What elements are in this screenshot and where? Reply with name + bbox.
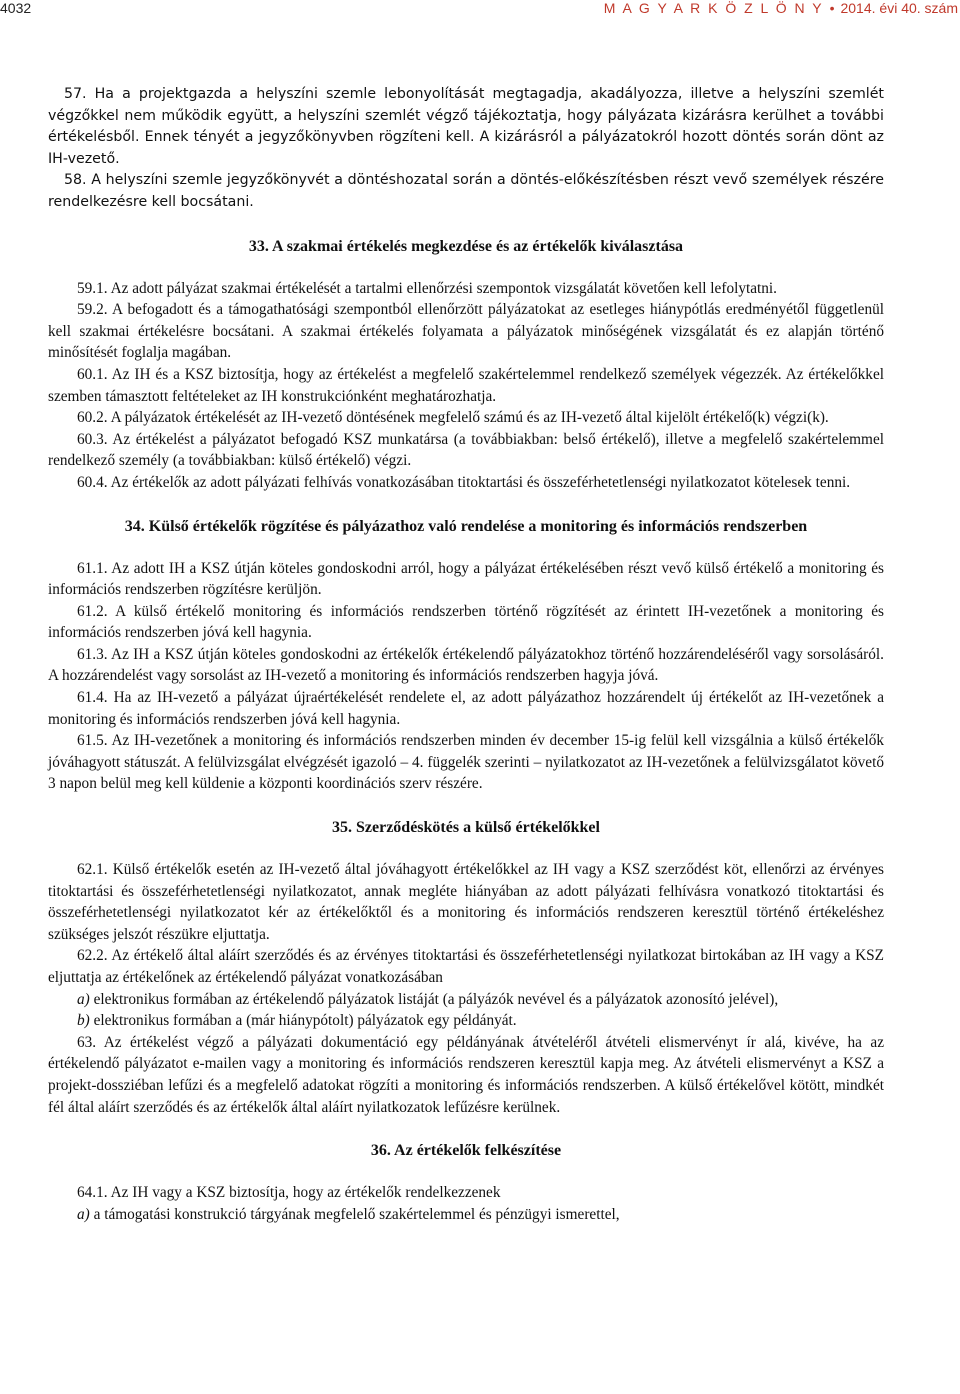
list-marker-b: b): [77, 1012, 90, 1030]
paragraph-57: 57. Ha a projektgazda a helyszíni szemle lebonyolítását megtagadja, akadályozza, illetve a helyszíni szemlét végzőkkel nem működik együtt, a helyszíni szemlét végző tájékoztatja, hogy pályázata kizárásra kerülhet a további értékelésből. Ennek tényét a jegyzőkönyvben rögzíteni kell. A kizárásról a pályázatokról hozott döntés során dönt az IH-vezető.: [48, 86, 884, 167]
paragraph-60-1: 60.1. Az IH és a KSZ biztosítja, hogy az értékelést a megfelelő szakértelemmel rendelkező személyek végezzék. Az értékelőkkel szemben támasztott feltételeket az IH konstrukciónként meghatározhatja.: [48, 365, 884, 405]
journal-name: M A G Y A R K Ö Z L Ö N Y: [603, 0, 824, 16]
paragraph-59-2: 59.2. A befogadott és a támogathatósági szempontból ellenőrzött pályázatokat az esetleges hiánypótlás eredményétől függetlenül kell szakmai értékelésre bocsátani. A szakmai értékelés folyamata a pályázatok minőségének vizsgálatát és ez alapján történő minősítését foglalja magában.: [48, 301, 884, 362]
paragraph-61-3: 61.3. Az IH a KSZ útján köteles gondoskodni az értékelők értékelendő pályázatokhoz történő hozzárendeléséről vagy sorsolásáról. A hozzárendelést vagy sorsolást az IH-vezető a monitoring és információs rendszerben hagyja jóvá.: [48, 645, 884, 685]
paragraph-61-5: 61.5. Az IH-vezetőnek a monitoring és információs rendszerben minden év december 15-ig felül kell vizsgálnia a külső értékelők jóváhagyott státuszát. A felülvizsgálat elvégzését igazoló – 4. függelék szerinti – nyilatkozatot az IH-vezetőnek a felülvizsgálatot követő 3 napon belül meg kell küldenie a központi koordinációs szerv részére.: [48, 732, 884, 793]
list-item-62-2-a: [48, 989, 884, 1011]
page-number: 4032: [0, 0, 32, 16]
section-heading-33: 33. A szakmai értékelés megkezdése és az értékelők kiválasztása: [248, 237, 684, 255]
section-heading-35: 35. Szerződéskötés a külső értékelőkkel: [332, 819, 600, 837]
list-item-62-2-b: [48, 1010, 884, 1032]
list-text-62-2-b: elektronikus formában a (már hiánypótolt) pályázatok egy példányát.: [89, 1012, 517, 1030]
paragraph-58: 58. A helyszíni szemle jegyzőkönyvét a döntéshozatal során a döntés-előkészítésben részt vevő személyek részére rendelkezésre kell bocsátani.: [48, 172, 884, 210]
list-marker-a: a): [77, 1205, 90, 1223]
journal-title: [604, 0, 958, 16]
document-body: [48, 84, 884, 1225]
paragraph-63: 63. Az értékelést végző a pályázati dokumentáció egy példányának átvételéről átvételi elismervényt ír alá, kivéve, ha az értékelendő pályázatot e-mailen vagy a monitoring és információs rendszeren keresztül kapja meg. Az átvételi elismervényt a KSZ a projekt-dossziéban lefűzi és a megfelelő adatokat rögzíti a monitoring és információs rendszerben. A külső értékelővel kötött, mindkét fél által aláírt szerződés és az értékelők által aláírt nyilatkozatok lefűzésre kerülnek.: [48, 1033, 884, 1116]
list-text-62-2-a: elektronikus formában az értékelendő pályázatok listáját (a pályázók nevével és a pályázatok azonosító jelével),: [89, 990, 779, 1008]
paragraph-59-1: 59.1. Az adott pályázat szakmai értékelését a tartalmi ellenőrzési szempontok vizsgálatát követően kell lefolytatni.: [77, 279, 777, 297]
paragraph-61-4: 61.4. Ha az IH-vezető a pályázat újraértékelését rendelete el, az adott pályázathoz hozzárendelt új értékelőt az IH-vezetőnek a monitoring és információs rendszerben jóvá kell hagynia.: [48, 689, 884, 728]
paragraph-61-2: 61.2. A külső értékelő monitoring és információs rendszerben történő rögzítését az érintett IH-vezetőnek a monitoring és információs rendszerben jóvá kell hagynia.: [48, 602, 884, 642]
paragraph-61-1: 61.1. Az adott IH a KSZ útján köteles gondoskodni arról, hogy a pályázat értékelésében részt vevő külső értékelő a monitoring és információs rendszerben rögzítésre kerüljön.: [48, 559, 884, 599]
page-header: [0, 0, 960, 20]
list-item-64-1-a: [48, 1204, 884, 1226]
paragraph-60-4: 60.4. Az értékelők az adott pályázati felhívás vonatkozásában titoktartási és összeférhetetlenségi nyilatkozatot kötelesek tenni.: [77, 473, 851, 491]
paragraph-62-2: 62.2. Az értékelő által aláírt szerződés és az érvényes titoktartási és összeférhetetlenségi nyilatkozat birtokában az IH vagy a KSZ eljuttatja az értékelőnek az értékelendő pályázat vonatkozásában: [48, 947, 884, 986]
paragraph-60-2: 60.2. A pályázatok értékelését az IH-vezető döntésének megfelelő számú és az IH-vezető által kijelölt értékelő(k) végzi(k).: [77, 409, 829, 427]
paragraph-64-1: 64.1. Az IH vagy a KSZ biztosítja, hogy az értékelők rendelkezzenek: [77, 1184, 501, 1202]
section-heading-36: 36. Az értékelők felkészítése: [370, 1142, 562, 1160]
section-heading-34: 34. Külső értékelők rögzítése és pályázathoz való rendelése a monitoring és információs rendszerben: [124, 517, 808, 535]
paragraph-62-1: 62.1. Külső értékelők esetén az IH-vezető által jóváhagyott értékelőkkel az IH vagy a KSZ szerződést köt, ellenőrzi az érvényes titoktartási és összeférhetetlenségi nyilatkozatot, annak megléte hiányában az adott pályázati felhívásra vonatkozó titoktartási és összeférhetetlenségi nyilatkozatot kér az értékelőktől és a monitoring és információs rendszeren keresztül történő értékeléshez szükséges jelszót részükre eljuttatja.: [48, 861, 884, 943]
header-separator: •: [829, 0, 835, 16]
paragraph-60-3: 60.3. Az értékelést a pályázatot befogadó KSZ munkatársa (a továbbiakban: belső értékelő), illetve a megfelelő szakértelemmel rendelkező személy (a továbbiakban: külső értékelő) végzi.: [48, 430, 884, 470]
list-text-64-1-a: a támogatási konstrukció tárgyának megfelelő szakértelemmel és pénzügyi ismerettel,: [89, 1205, 620, 1223]
list-marker-a: a): [77, 990, 90, 1008]
issue-label: 2014. évi 40. szám: [840, 0, 958, 16]
